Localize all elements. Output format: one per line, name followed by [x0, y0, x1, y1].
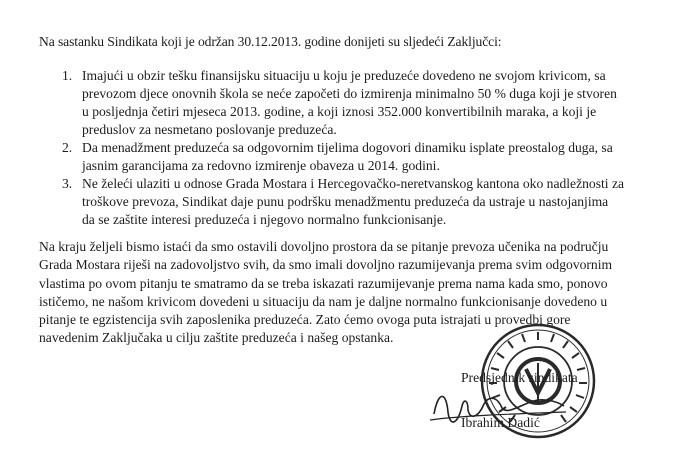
- signature-label: Predsjednik sindikata: [461, 370, 578, 385]
- item-number: 3.: [62, 176, 73, 191]
- item-line: troškove prevoza, Sindikat daje punu podršku menadžmentu preduzeća da ustraje u nastojanjima: [82, 194, 609, 209]
- item-line: u posljednja četiri mjeseca 2013. godine, a koji iznosi 352.000 konvertibilnih maraka, a koji je: [82, 104, 597, 119]
- list-item: [82, 175, 672, 229]
- item-line: Ne želeći ulaziti u odnose Grada Mostara i Hercegovačko-neretvanskog kantona oko nadležnosti za: [82, 176, 625, 191]
- paragraph-line: navedenim Zaključaka u cilju zaštite preduzeća i našeg opstanka.: [39, 330, 394, 346]
- paragraph-line: Na kraju željeli bismo istaći da smo ostavili dovoljno prostora da se pitanje prevoza učenika na području: [39, 239, 609, 254]
- item-number: 1.: [62, 68, 73, 83]
- item-line: preduslov za nesmetano poslovanje preduzeća.: [82, 122, 337, 137]
- item-line: prevozom djece onovnih škola se neće započeti do izmirenja minimalno 50 % duga koji je stvoren: [82, 86, 617, 101]
- item-line: da se zaštite interesi preduzeća i njegovo normalno funkcionisanje.: [82, 212, 447, 227]
- paragraph-line: pitanje te egzistencija svih zaposlenika preduzeća. Zato ćemo ovoga puta istrajati u provedbi gore: [39, 312, 571, 328]
- intro-text: Na sastanku Sindikata koji je održan 30.12.2013. godine donijeti su sljedeći Zaključci:: [39, 34, 502, 49]
- paragraph-line: vlastima po ovom pitanju te smatramo da se treba iskazati razumijevanje prema nama kada smo, ponovo: [39, 275, 608, 291]
- item-line: Imajući u obzir tešku finansijsku situaciju u koju je preduzeće dovedeno ne svojom krivicom, sa: [82, 68, 606, 83]
- item-line: jasnim garancijama za redovno izmirenje obaveza u 2014. godini.: [82, 158, 440, 173]
- paragraph-line: Grada Mostara riješi na zadovoljstvo svih, da smo imali dovoljno razumijevanja prema svim odgovornim: [39, 257, 613, 273]
- paragraph-line: ističemo, ne našom krivicom dovedeni u situaciju da nam je daljne normalno funkcionisanje dovedeno u: [39, 293, 608, 309]
- item-number: 2.: [62, 140, 73, 155]
- item-line: Da menadžment preduzeća sa odgovornim tijelima dogovori dinamiku isplate preostalog duga, sa: [82, 140, 613, 155]
- list-item: [82, 139, 672, 175]
- list-item: [82, 67, 672, 139]
- signatory-name: Ibrahim Dadić: [461, 415, 540, 430]
